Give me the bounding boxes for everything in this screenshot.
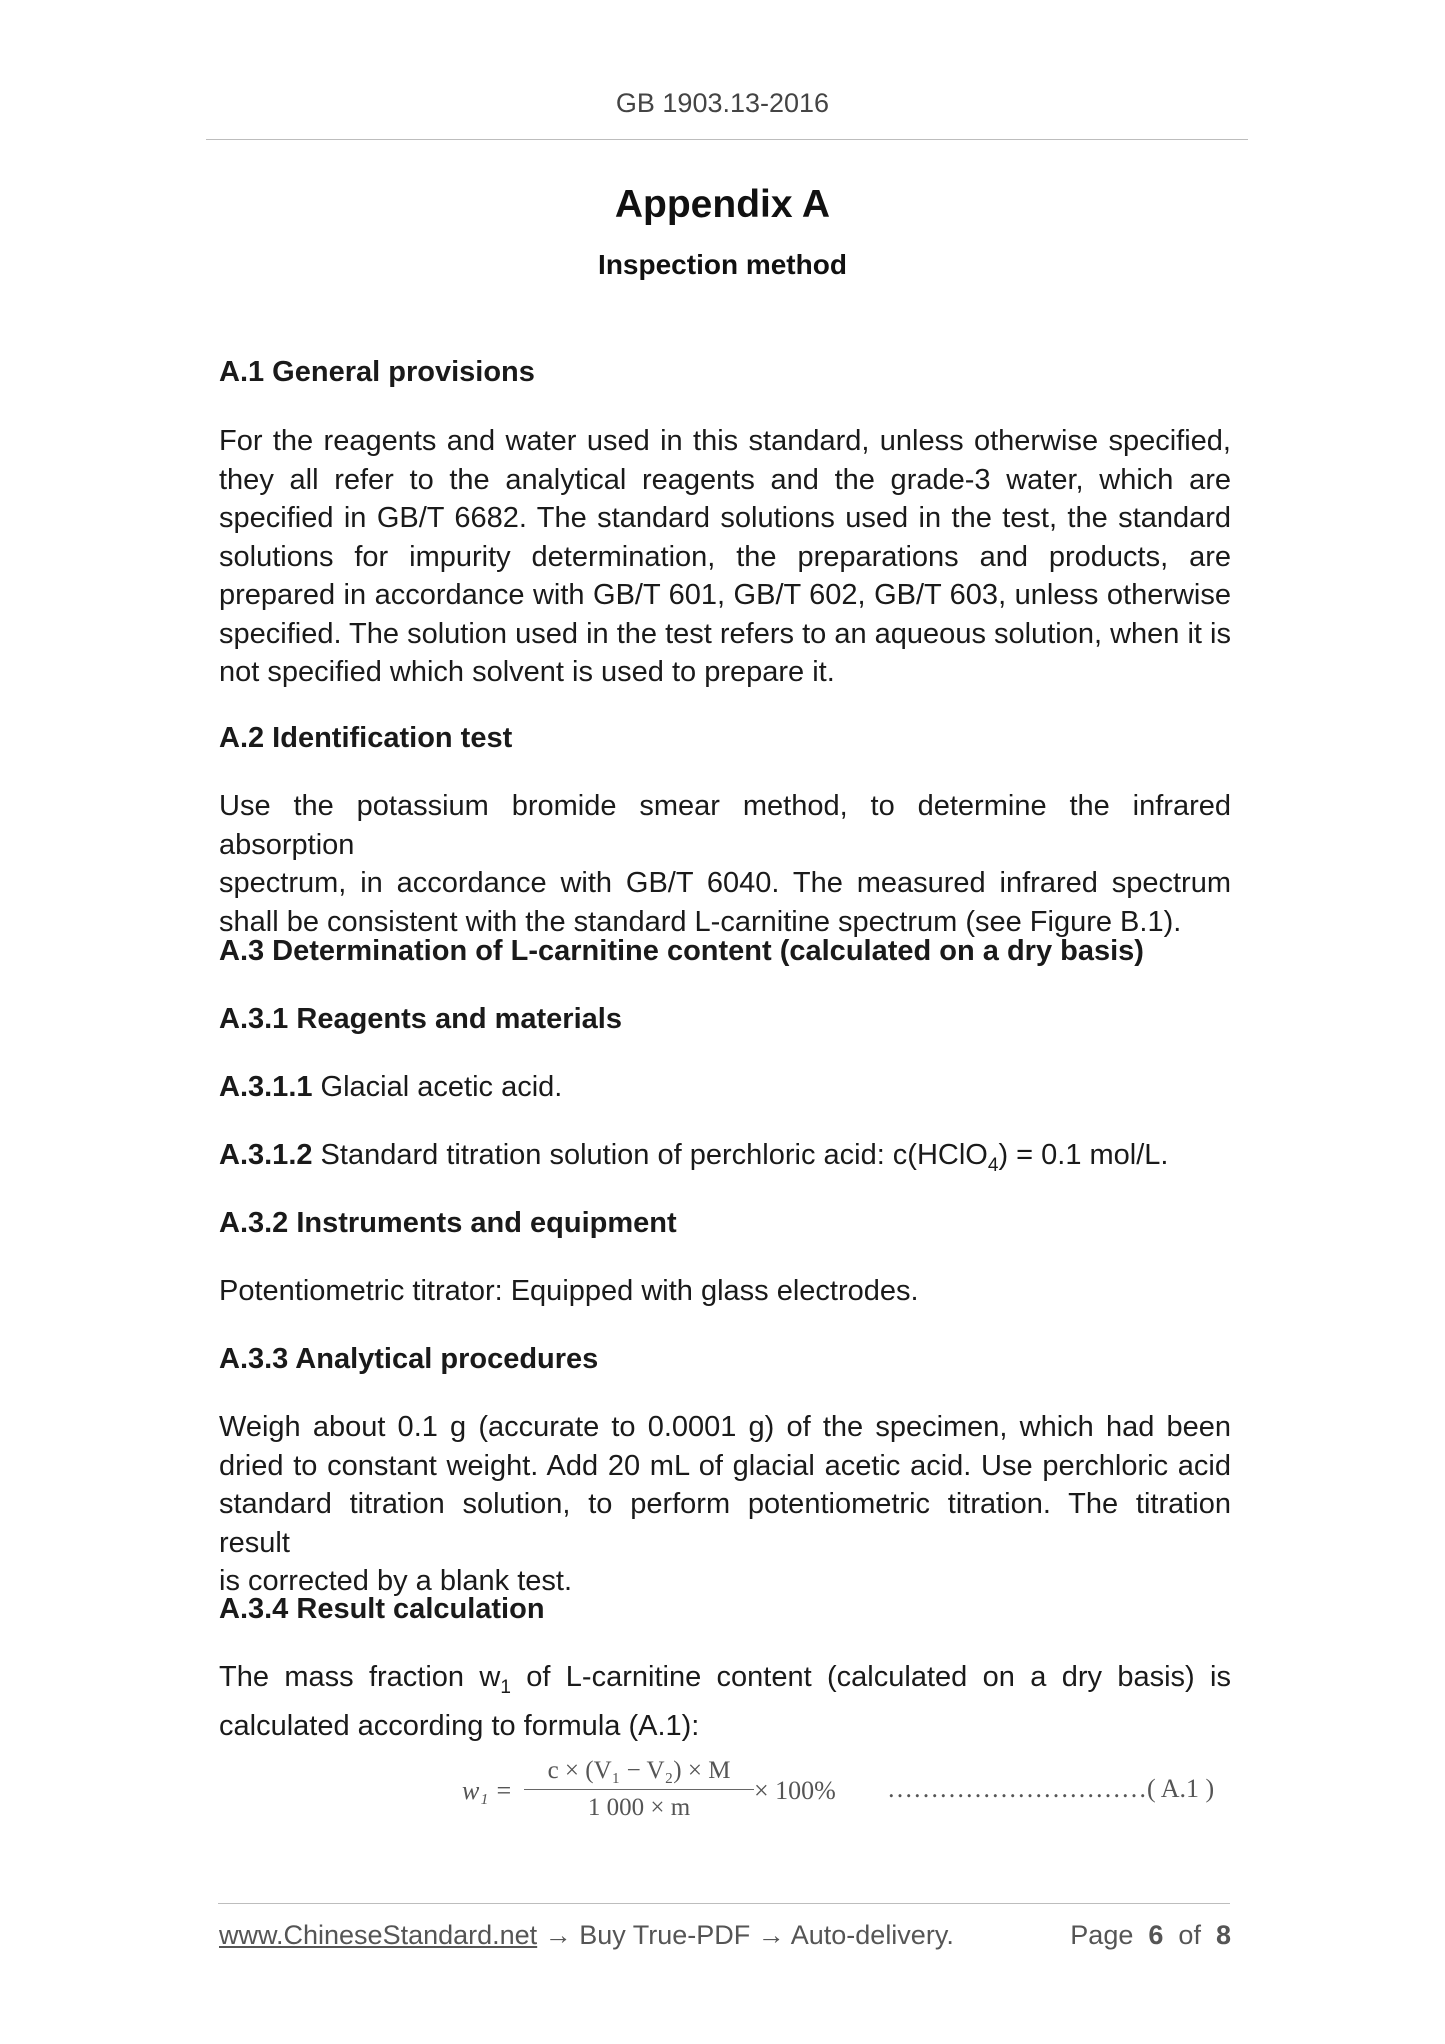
- text-fragment: The mass fraction w: [219, 1661, 501, 1693]
- text-line: For the reagents and water used in this standard, unless otherwise specified,: [219, 425, 1231, 457]
- text-line: is corrected by a blank test.: [219, 1565, 572, 1597]
- text-line: prepared in accordance with GB/T 601, GB/T 602, GB/T 603, unless otherwise: [219, 579, 1231, 611]
- page-current: 6: [1148, 1920, 1164, 1950]
- item-text: Glacial acetic acid.: [312, 1071, 563, 1103]
- text-line: specified. The solution used in the test refers to an aqueous solution, when it is: [219, 617, 1231, 650]
- formula-denominator: 1 000 × m: [587, 1794, 691, 1821]
- site-link[interactable]: www.ChineseStandard.net: [219, 1920, 538, 1950]
- formula-fraction: [524, 1756, 754, 1823]
- item-text: Standard titration solution of perchloric acid: c(HClO: [312, 1139, 988, 1171]
- formula-a1: [462, 1756, 1242, 1826]
- text-line: Weigh about 0.1 g (accurate to 0.0001 g) of the specimen, which had been: [219, 1411, 1231, 1443]
- fraction-bar: [524, 1789, 754, 1790]
- text-line: Use the potassium bromide smear method, to determine the infrared absorption: [219, 790, 1231, 861]
- heading-a33: A.3.3 Analytical procedures: [219, 1343, 599, 1375]
- heading-a3: A.3 Determination of L-carnitine content (calculated on a dry basis): [219, 935, 1144, 967]
- text-line: dried to constant weight. Add 20 mL of glacial acetic acid. Use perchloric acid: [219, 1449, 1231, 1482]
- page-indicator: [1070, 1920, 1231, 1951]
- text-line: [219, 1658, 1231, 1707]
- formula-label: …………………………( A.1 ): [887, 1774, 1215, 1803]
- paragraph-a1: [219, 422, 1231, 692]
- page-word: Page: [1070, 1920, 1134, 1950]
- subscript: 1: [500, 1676, 511, 1698]
- appendix-subtitle: Inspection method: [598, 249, 847, 280]
- item-number: A.3.1.1: [219, 1071, 313, 1103]
- paragraph-a32: Potentiometric titrator: Equipped with glass electrodes.: [219, 1275, 919, 1307]
- text-line: shall be consistent with the standard L-carnitine spectrum (see Figure B.1).: [219, 905, 1182, 938]
- paragraph-a34: [219, 1658, 1231, 1746]
- appendix-title: Appendix A: [614, 183, 831, 226]
- formula-tail: × 100%: [754, 1776, 836, 1805]
- formula-lhs: w₁ =: [462, 1776, 513, 1805]
- heading-a1: A.1 General provisions: [219, 356, 535, 388]
- text-line: they all refer to the analytical reagents and the grade-3 water, which are: [219, 463, 1231, 496]
- text-line: standard titration solution, to perform potentiometric titration. The titration result: [219, 1488, 1231, 1559]
- paragraph-a2: [219, 787, 1231, 941]
- footer-promo: [219, 1920, 954, 1951]
- header-divider: [206, 139, 1248, 140]
- promo-text: → Buy True-PDF → Auto-delivery.: [537, 1920, 954, 1950]
- text-line: spectrum, in accordance with GB/T 6040. The measured infrared spectrum: [219, 867, 1231, 899]
- heading-a2: A.2 Identification test: [219, 722, 513, 754]
- item-a312: [219, 1136, 1231, 1185]
- paragraph-a33: [219, 1408, 1231, 1601]
- heading-a31: A.3.1 Reagents and materials: [219, 1003, 622, 1035]
- text-fragment: of L-carnitine content (calculated on a dry basis) is: [510, 1661, 1231, 1693]
- item-number: A.3.1.2: [219, 1139, 313, 1171]
- text-line: solutions for impurity determination, the preparations and products, are: [219, 540, 1231, 573]
- heading-a32: A.3.2 Instruments and equipment: [219, 1207, 677, 1239]
- text-line: not specified which solvent is used to prepare it.: [219, 656, 835, 688]
- heading-a34: A.3.4 Result calculation: [219, 1593, 545, 1625]
- subscript: 4: [987, 1154, 999, 1176]
- text-line: specified in GB/T 6682. The standard solutions used in the test, the standard: [219, 502, 1231, 534]
- item-a311: [219, 1068, 1231, 1107]
- formula-numerator: c × (V₁ − V₂) × M: [547, 1757, 731, 1784]
- text-line: calculated according to formula (A.1):: [219, 1710, 700, 1743]
- running-header: GB 1903.13-2016: [615, 88, 830, 118]
- footer-divider: [218, 1903, 1230, 1904]
- page-total: 8: [1215, 1920, 1231, 1950]
- of-word: of: [1178, 1920, 1201, 1950]
- item-text: ) = 0.1 mol/L.: [998, 1139, 1169, 1171]
